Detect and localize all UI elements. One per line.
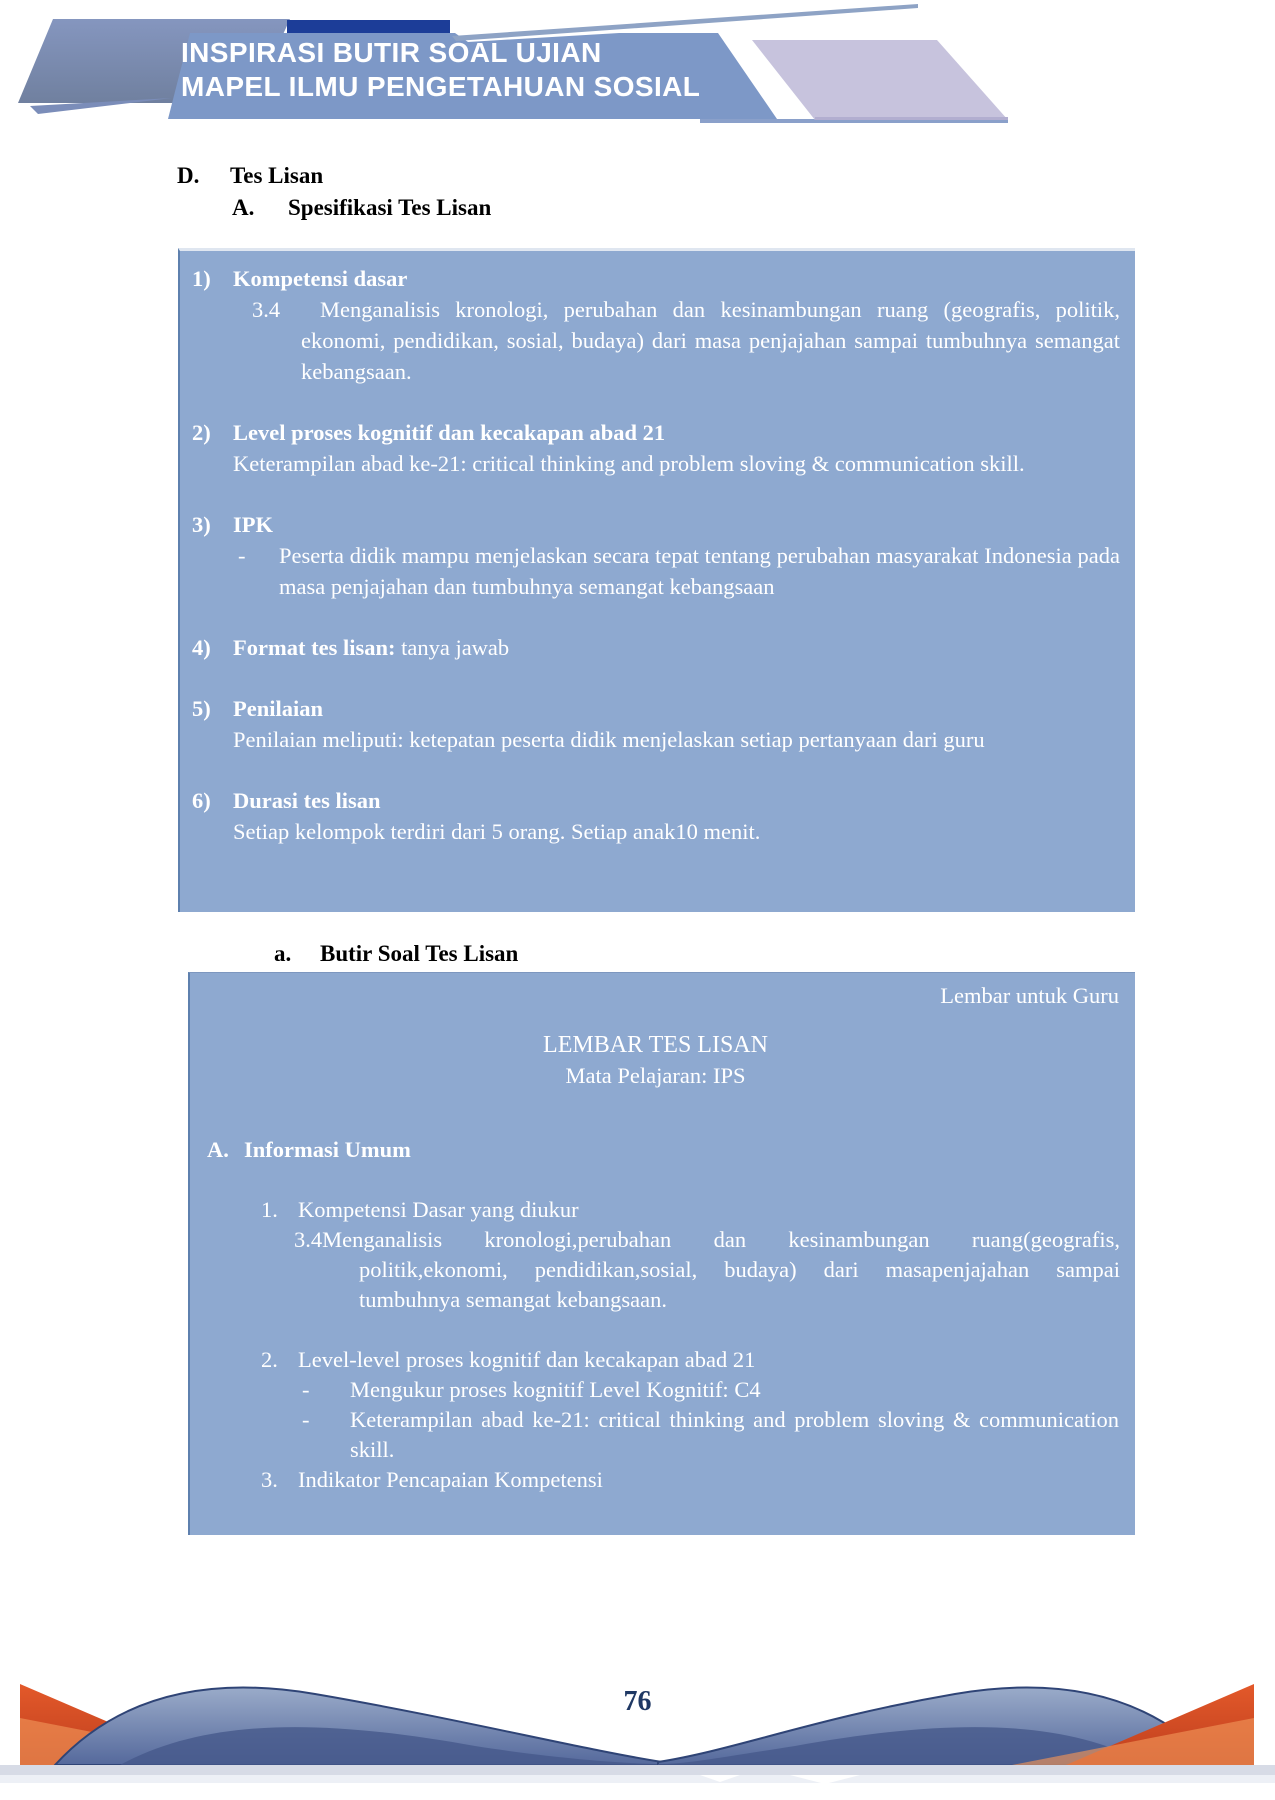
guru-item-2-label: Level-level proses kognitif dan kecakapan abad 21 xyxy=(298,1347,756,1372)
header-banner-title xyxy=(181,36,700,104)
spec-item-2-number: 2) xyxy=(192,420,211,445)
guru-sheet-box xyxy=(188,972,1135,1535)
spec-item-1 xyxy=(192,263,1120,387)
spec-item-3 xyxy=(192,509,1120,602)
heading-butir-title: Butir Soal Tes Lisan xyxy=(320,941,519,966)
banner-line2: MAPEL ILMU PENGETAHUAN SOSIAL xyxy=(181,71,701,102)
spec-item-4 xyxy=(192,632,1120,663)
guru-item-2 xyxy=(192,1345,1119,1465)
spec-item-3-label: IPK xyxy=(233,512,274,537)
spec-item-6-label: Durasi tes lisan xyxy=(233,788,381,813)
spec-item-1-subtext: Menganalisis kronologi, perubahan dan kesinambungan ruang (geografis, politik, ekonomi, pendidikan, sosial, budaya) dari masa penjajahan sampai tumbuhnya semangat kebangsaan. xyxy=(301,297,1120,384)
heading-butir-soal xyxy=(274,941,518,967)
spec-item-6-number: 6) xyxy=(192,788,211,813)
banner-line1: INSPIRASI BUTIR SOAL UJIAN xyxy=(181,37,602,68)
heading-d-title: Tes Lisan xyxy=(230,163,324,188)
footer-graphic xyxy=(0,1658,1275,1800)
heading-a-title: Spesifikasi Tes Lisan xyxy=(288,195,492,220)
informasi-umum-heading xyxy=(207,1135,1119,1165)
spec-item-1-number: 1) xyxy=(192,266,211,291)
spec-item-6-body: Setiap kelompok terdiri dari 5 orang. Setiap anak10 menit. xyxy=(233,819,761,844)
guru-item-1 xyxy=(192,1195,1119,1315)
guru-item-3-label: Indikator Pencapaian Kompetensi xyxy=(298,1467,603,1492)
spec-item-2 xyxy=(192,417,1120,479)
spec-item-4-value: tanya jawab xyxy=(401,635,510,660)
spec-item-1-label: Kompetensi dasar xyxy=(233,266,408,291)
guru-item-2-dash-1: - xyxy=(302,1377,310,1402)
guru-item-3 xyxy=(192,1465,1119,1495)
guru-item-2-dash-2: - xyxy=(302,1407,310,1432)
guru-item-1-number: 1. xyxy=(261,1197,278,1222)
spec-item-6 xyxy=(192,785,1120,847)
spec-item-1-subnumber: 3.4 xyxy=(252,297,281,322)
spec-item-5 xyxy=(192,693,1120,755)
heading-butir-number: a. xyxy=(274,941,292,966)
guru-item-2-number: 2. xyxy=(261,1347,278,1372)
spec-item-3-body: Peserta didik mampu menjelaskan secara tepat tentang perubahan masyarakat Indonesia pada masa penjajahan dan tumbuhnya semangat kebangsaan xyxy=(279,543,1120,599)
footer-gray-band xyxy=(0,1765,1275,1775)
header-lavender-bottom-edge xyxy=(815,117,1008,120)
guru-item-1-label: Kompetensi Dasar yang diukur xyxy=(298,1197,579,1222)
informasi-umum-letter: A. xyxy=(207,1137,229,1162)
page-number: 76 xyxy=(623,1686,652,1717)
sheet-title: LEMBAR TES LISAN xyxy=(543,1032,768,1058)
spec-item-3-dash: - xyxy=(238,543,246,568)
guru-item-2-dash-text-2: Keterampilan abad ke-21: critical thinking and problem sloving & communication skill. xyxy=(350,1407,1119,1462)
heading-a-number: A. xyxy=(232,195,255,220)
spec-item-2-label: Level proses kognitif dan kecakapan abad 21 xyxy=(233,420,666,445)
spec-item-5-body: Penilaian meliputi: ketepatan peserta didik menjelaskan setiap pertanyaan dari guru xyxy=(233,727,985,752)
spec-box xyxy=(178,248,1135,912)
spec-item-4-number: 4) xyxy=(192,635,211,660)
heading-tes-lisan xyxy=(177,163,323,189)
spec-item-5-number: 5) xyxy=(192,696,211,721)
spec-item-2-body: Keterampilan abad ke-21: critical thinking and problem sloving & communication skill. xyxy=(233,451,1025,476)
spec-item-3-number: 3) xyxy=(192,512,211,537)
sheet-subtitle: Mata Pelajaran: IPS xyxy=(565,1063,746,1088)
guru-item-1-body: 3.4Menganalisis kronologi,perubahan dan kesinambungan ruang(geografis, politik,ekonomi, pendidikan,sosial, budaya) dari masapenjajahan sampai tumbuhnya semangat kebangsaan. xyxy=(294,1227,1120,1312)
heading-d-number: D. xyxy=(177,163,200,188)
informasi-umum-title: Informasi Umum xyxy=(244,1137,411,1162)
header-lavender-parallelogram xyxy=(752,40,1008,120)
heading-spesifikasi xyxy=(232,195,491,221)
corner-note: Lembar untuk Guru xyxy=(940,983,1119,1008)
footer-gray-band-light xyxy=(0,1775,1275,1783)
spec-item-4-label: Format tes lisan: xyxy=(233,635,396,660)
spec-item-1-body xyxy=(252,294,1120,387)
spec-item-5-label: Penilaian xyxy=(233,696,324,721)
guru-item-2-dash-text-1: Mengukur proses kognitif Level Kognitif: C4 xyxy=(350,1377,761,1402)
guru-item-3-number: 3. xyxy=(261,1467,278,1492)
header-navy-bar xyxy=(287,20,450,33)
